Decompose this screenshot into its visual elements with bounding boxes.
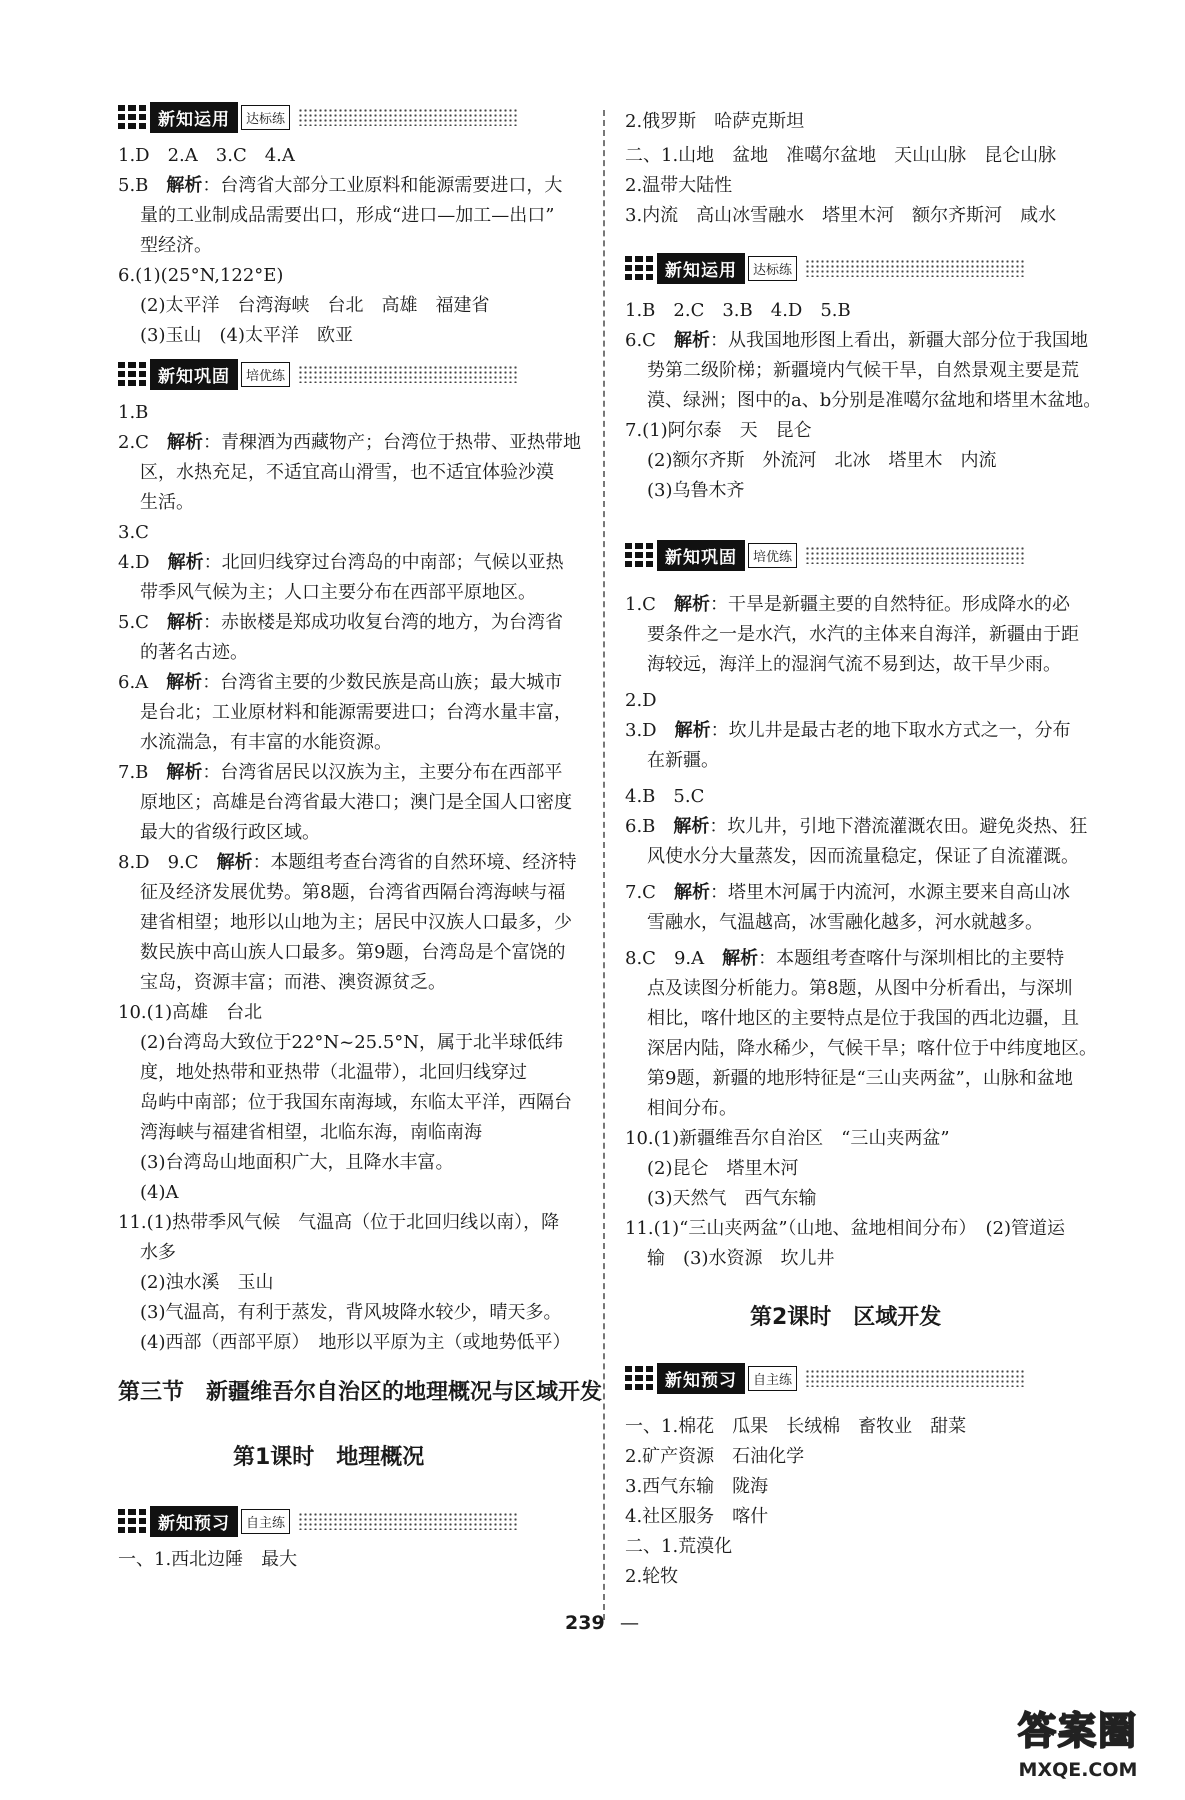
answer-line: 相间分布。: [647, 1098, 737, 1119]
answer-line: 3.C: [118, 522, 149, 543]
lesson-title: 第1课时 地理概况: [233, 1445, 425, 1470]
answer-line: 风使水分大量蒸发，因而流量稳定，保证了自流灌溉。: [647, 846, 1079, 867]
dotted-rule: [805, 259, 1025, 277]
grid-icon: [118, 105, 146, 129]
header-tag: 达标练: [241, 105, 290, 130]
answer-line: 水多: [140, 1242, 176, 1263]
answer-line: 10.(1)高雄 台北: [118, 1002, 263, 1023]
answer-line: (2)浊水溪 玉山: [140, 1272, 274, 1293]
header-tag: 达标练: [748, 256, 797, 281]
answer-line: 2.C 解析：青稞酒为西藏物产；台湾位于热带、亚热带地: [118, 432, 581, 453]
answer-line: 原地区；高雄是台湾省最大港口；澳门是全国人口密度: [140, 792, 572, 813]
header-title: 新知运用: [150, 102, 238, 133]
watermark-logo: [978, 1700, 1178, 1795]
answer-line: 生活。: [140, 492, 194, 513]
answer-line: 3.D 解析：坎儿井是最古老的地下取水方式之一，分布: [625, 720, 1071, 741]
answer-line: 7.B 解析：台湾省居民以汉族为主，主要分布在西部平: [118, 762, 563, 783]
answer-line: (3)台湾岛山地面积广大，且降水丰富。: [140, 1152, 454, 1173]
answer-line: 量的工业制成品需要出口，形成“进口—加工—出口”: [140, 205, 555, 226]
answer-line: 3.内流 高山冰雪融水 塔里木河 额尔齐斯河 咸水: [625, 205, 1057, 226]
grid-icon: [625, 1366, 653, 1390]
answer-line: 1.B 2.C 3.B 4.D 5.B: [625, 300, 851, 321]
section-header: [625, 540, 1025, 570]
answer-line: 在新疆。: [647, 750, 719, 771]
answer-line: 雪融水，气温越高，冰雪融化越多，河水就越多。: [647, 912, 1043, 933]
answer-line: 数民族中高山族人口最多。第9题，台湾岛是个富饶的: [140, 942, 566, 963]
answer-line: 5.C 解析：赤嵌楼是郑成功收复台湾的地方，为台湾省: [118, 612, 563, 633]
answer-line: 征及经济发展优势。第8题，台湾省西隔台湾海峡与福: [140, 882, 566, 903]
answer-line: 1.C 解析：干旱是新疆主要的自然特征。形成降水的必: [625, 594, 1070, 615]
answer-line: 6.(1)(25°N,122°E): [118, 265, 284, 286]
answer-line: 漠、绿洲；图中的a、b分别是准噶尔盆地和塔里木盆地。: [647, 390, 1102, 411]
header-title: 新知预习: [657, 1363, 745, 1394]
answer-line: 4.B 5.C: [625, 786, 705, 807]
answer-line: 11.(1)热带季风气候 气温高（位于北回归线以南），降: [118, 1212, 560, 1233]
answer-line: 势第二级阶梯；新疆境内气候干旱，自然景观主要是荒: [647, 360, 1079, 381]
answer-line: 深居内陆，降水稀少，气候干旱；喀什位于中纬度地区。: [647, 1038, 1097, 1059]
answer-line: 带季风气候为主；人口主要分布在西部平原地区。: [140, 582, 536, 603]
answer-line: 岛屿中南部；位于我国东南海域，东临太平洋，西隔台: [140, 1092, 572, 1113]
section-title: 第三节 新疆维吾尔自治区的地理概况与区域开发: [118, 1380, 603, 1405]
answer-line: 4.D 解析：北回归线穿过台湾岛的中南部；气候以亚热: [118, 552, 564, 573]
answer-line: 一、1.棉花 瓜果 长绒棉 畜牧业 甜菜: [625, 1416, 967, 1437]
header-title: 新知巩固: [150, 359, 238, 390]
page-number-dash: —: [620, 1612, 639, 1634]
answer-line: (3)玉山 (4)太平洋 欧亚: [140, 325, 353, 346]
header-title: 新知巩固: [657, 540, 745, 571]
answer-line: 6.B 解析：坎儿井，引地下潜流灌溉农田。避免炎热、狂: [625, 816, 1088, 837]
answer-line: 2.轮牧: [625, 1566, 679, 1587]
answer-line: 5.B 解析：台湾省大部分工业原料和能源需要进口，大: [118, 175, 563, 196]
answer-line: 6.C 解析：从我国地形图上看出，新疆大部分位于我国地: [625, 330, 1088, 351]
answer-line: 2.俄罗斯 哈萨克斯坦: [625, 111, 805, 132]
answer-line: (3)天然气 西气东输: [647, 1188, 817, 1209]
section-header: [625, 1363, 1025, 1393]
dotted-rule: [805, 1369, 1025, 1387]
answer-line: 湾海峡与福建省相望，北临东海，南临南海: [140, 1122, 482, 1143]
answer-line: 海较远，海洋上的湿润气流不易到达，故干旱少雨。: [647, 654, 1061, 675]
answer-line: 型经济。: [140, 235, 212, 256]
answer-line: 二、1.山地 盆地 准噶尔盆地 天山山脉 昆仑山脉: [625, 145, 1057, 166]
answer-line: 一、1.西北边陲 最大: [118, 1549, 298, 1570]
dotted-rule: [298, 1512, 518, 1530]
answer-line: (2)额尔齐斯 外流河 北冰 塔里木 内流: [647, 450, 997, 471]
answer-line: 7.(1)阿尔泰 天 昆仑: [625, 420, 812, 441]
answer-line: 2.D: [625, 690, 657, 711]
header-tag: 培优练: [241, 362, 290, 387]
answer-line: 第9题，新疆的地形特征是“三山夹两盆”，山脉和盆地: [647, 1068, 1073, 1089]
section-header: [118, 1506, 518, 1536]
answer-line: 点及读图分析能力。第8题，从图中分析看出，与深圳: [647, 978, 1073, 999]
watermark-url: MXQE.COM: [1018, 1759, 1138, 1781]
answer-line: 11.(1)“三山夹两盆”（山地、盆地相间分布） (2)管道运: [625, 1218, 1066, 1239]
answer-line: 3.西气东输 陇海: [625, 1476, 769, 1497]
answer-line: 二、1.荒漠化: [625, 1536, 733, 1557]
dotted-rule: [298, 108, 518, 126]
answer-line: 水流湍急，有丰富的水能资源。: [140, 732, 392, 753]
grid-icon: [625, 543, 653, 567]
answer-line: 4.社区服务 喀什: [625, 1506, 769, 1527]
answer-line: 6.A 解析：台湾省主要的少数民族是高山族；最大城市: [118, 672, 563, 693]
page-number: 239: [565, 1612, 605, 1634]
answer-line: 10.(1)新疆维吾尔自治区 “三山夹两盆”: [625, 1128, 950, 1149]
header-title: 新知运用: [657, 253, 745, 284]
answer-line: 建省相望；地形以山地为主；居民中汉族人口最多，少: [140, 912, 572, 933]
answer-line: 1.B: [118, 402, 149, 423]
answer-line: 是台北；工业原材料和能源需要进口；台湾水量丰富，: [140, 702, 572, 723]
answer-line: 8.C 9.A 解析：本题组考查喀什与深圳相比的主要特: [625, 948, 1065, 969]
section-header: [118, 359, 518, 389]
answer-line: 8.D 9.C 解析：本题组考查台湾省的自然环境、经济特: [118, 852, 577, 873]
answer-line: (3)气温高，有利于蒸发，背风坡降水较少，晴天多。: [140, 1302, 562, 1323]
header-tag: 自主练: [241, 1509, 290, 1534]
answer-line: 区，水热充足，不适宜高山滑雪，也不适宜体验沙漠: [140, 462, 554, 483]
answer-line: (2)台湾岛大致位于22°N~25.5°N，属于北半球低纬: [140, 1032, 564, 1053]
answer-line: (4)A: [140, 1182, 179, 1203]
answer-line: 度，地处热带和亚热带（北温带），北回归线穿过: [140, 1062, 527, 1083]
answer-line: 输 (3)水资源 坎儿井: [647, 1248, 835, 1269]
answer-line: 宝岛，资源丰富；而港、澳资源贫乏。: [140, 972, 446, 993]
section-header: [118, 102, 518, 132]
answer-line: 7.C 解析：塔里木河属于内流河，水源主要来自高山冰: [625, 882, 1070, 903]
answer-line: 2.温带大陆性: [625, 175, 733, 196]
header-tag: 自主练: [748, 1366, 797, 1391]
column-divider: [603, 110, 605, 1620]
dotted-rule: [298, 365, 518, 383]
answer-line: 2.矿产资源 石油化学: [625, 1446, 805, 1467]
header-title: 新知预习: [150, 1506, 238, 1537]
answer-line: (3)乌鲁木齐: [647, 480, 745, 501]
watermark-text: 答案圈: [1017, 1709, 1138, 1753]
answer-line: 要条件之一是水汽，水汽的主体来自海洋，新疆由于距: [647, 624, 1079, 645]
lesson-title: 第2课时 区域开发: [750, 1305, 942, 1330]
answer-line: (2)昆仑 塔里木河: [647, 1158, 799, 1179]
answer-line: 最大的省级行政区域。: [140, 822, 320, 843]
answer-line: (4)西部（西部平原） 地形以平原为主（或地势低平）: [140, 1332, 571, 1353]
answer-line: 1.D 2.A 3.C 4.A: [118, 145, 295, 166]
section-header: [625, 253, 1025, 283]
grid-icon: [118, 1509, 146, 1533]
answer-line: 相比，喀什地区的主要特点是位于我国的西北边疆，且: [647, 1008, 1079, 1029]
answer-line: 的著名古迹。: [140, 642, 248, 663]
dotted-rule: [805, 546, 1025, 564]
header-tag: 培优练: [748, 543, 797, 568]
grid-icon: [625, 256, 653, 280]
answer-line: (2)太平洋 台湾海峡 台北 高雄 福建省: [140, 295, 490, 316]
grid-icon: [118, 362, 146, 386]
